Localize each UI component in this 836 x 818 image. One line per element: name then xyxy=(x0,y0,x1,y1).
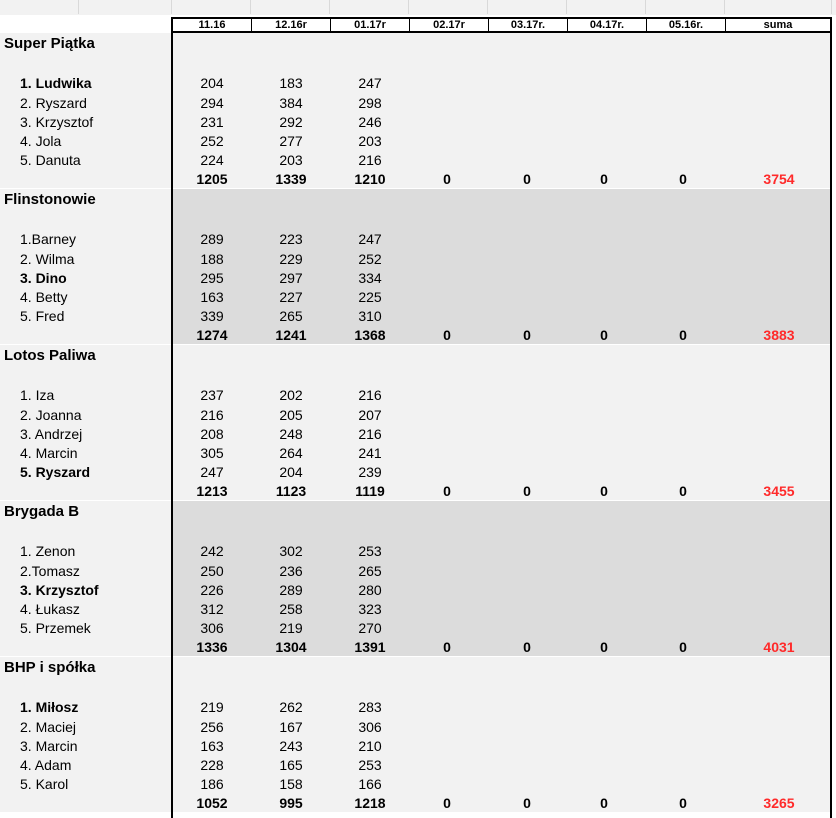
total-cell[interactable]: 0 xyxy=(443,327,451,343)
score-cell[interactable]: 295 xyxy=(200,270,224,286)
total-cell[interactable]: 1210 xyxy=(354,171,386,187)
score-cell[interactable]: 312 xyxy=(200,601,224,617)
sum-cell[interactable]: 4031 xyxy=(763,639,795,655)
score-cell[interactable]: 384 xyxy=(279,95,303,111)
score-cell[interactable]: 228 xyxy=(200,757,224,773)
score-cell[interactable]: 216 xyxy=(358,387,382,403)
total-cell[interactable]: 1205 xyxy=(196,171,228,187)
score-cell[interactable]: 310 xyxy=(358,308,382,324)
empty-cell[interactable] xyxy=(172,0,251,14)
player-name[interactable]: 2. Wilma xyxy=(20,251,75,267)
player-name[interactable]: 5. Fred xyxy=(20,308,65,324)
team-name[interactable]: Flinstonowie xyxy=(4,191,96,208)
score-cell[interactable]: 243 xyxy=(279,738,303,754)
total-cell[interactable]: 1119 xyxy=(355,483,385,499)
total-cell[interactable]: 0 xyxy=(523,171,531,187)
player-name[interactable]: 3. Krzysztof xyxy=(20,582,99,598)
score-cell[interactable]: 277 xyxy=(279,133,303,149)
total-cell[interactable]: 1336 xyxy=(196,639,228,655)
score-cell[interactable]: 163 xyxy=(200,289,224,305)
sum-cell[interactable]: 3265 xyxy=(763,795,795,811)
score-cell[interactable]: 226 xyxy=(200,582,224,598)
team-block xyxy=(0,33,830,188)
total-cell[interactable]: 0 xyxy=(443,171,451,187)
score-cell[interactable]: 219 xyxy=(200,699,224,715)
score-cell[interactable]: 253 xyxy=(358,757,382,773)
column-divider xyxy=(171,33,173,818)
total-cell[interactable]: 0 xyxy=(679,795,687,811)
player-name[interactable]: 5. Ryszard xyxy=(20,464,91,480)
score-cell[interactable]: 323 xyxy=(358,601,382,617)
score-cell[interactable]: 265 xyxy=(279,308,303,324)
player-name[interactable]: 3. Marcin xyxy=(20,738,78,754)
total-cell[interactable]: 1052 xyxy=(196,795,228,811)
team-name[interactable]: BHP i spółka xyxy=(4,659,96,676)
total-cell[interactable]: 0 xyxy=(600,639,608,655)
empty-cell[interactable] xyxy=(79,0,172,14)
score-cell[interactable]: 298 xyxy=(358,95,382,111)
score-cell[interactable]: 334 xyxy=(358,270,382,286)
column-header[interactable]: 03.17r. xyxy=(489,19,568,31)
sum-cell[interactable]: 3883 xyxy=(763,327,795,343)
score-cell[interactable]: 265 xyxy=(358,563,382,579)
player-name[interactable]: 4. Łukasz xyxy=(20,601,80,617)
player-name[interactable]: 4. Jola xyxy=(20,133,62,149)
score-cell[interactable]: 283 xyxy=(358,699,382,715)
total-cell[interactable]: 0 xyxy=(600,171,608,187)
total-cell[interactable]: 1304 xyxy=(275,639,307,655)
player-name[interactable]: 2.Tomasz xyxy=(20,563,80,579)
empty-cell[interactable] xyxy=(646,0,725,14)
score-cell[interactable]: 280 xyxy=(358,582,382,598)
score-cell[interactable]: 258 xyxy=(279,601,303,617)
empty-cell[interactable] xyxy=(0,0,79,14)
score-cell[interactable]: 202 xyxy=(279,387,303,403)
empty-cell[interactable] xyxy=(409,0,488,14)
total-cell[interactable]: 0 xyxy=(600,483,608,499)
player-name[interactable]: 5. Przemek xyxy=(20,620,91,636)
score-cell[interactable]: 250 xyxy=(200,563,224,579)
score-cell[interactable]: 204 xyxy=(279,464,303,480)
score-cell[interactable]: 248 xyxy=(279,426,303,442)
player-name[interactable]: 2. Joanna xyxy=(20,407,82,423)
score-cell[interactable]: 158 xyxy=(279,776,303,792)
score-cell[interactable]: 203 xyxy=(279,152,303,168)
total-cell[interactable]: 0 xyxy=(679,483,687,499)
score-cell[interactable]: 208 xyxy=(200,426,224,442)
score-cell[interactable]: 204 xyxy=(200,75,224,91)
score-cell[interactable]: 242 xyxy=(200,543,224,559)
player-name[interactable]: 4. Marcin xyxy=(20,445,78,461)
column-header[interactable]: 11.16 xyxy=(173,19,252,31)
total-cell[interactable]: 0 xyxy=(679,327,687,343)
team-name[interactable]: Super Piątka xyxy=(4,35,95,52)
score-cell[interactable]: 247 xyxy=(358,75,382,91)
score-cell[interactable]: 229 xyxy=(279,251,303,267)
total-cell[interactable]: 0 xyxy=(679,639,687,655)
total-cell[interactable]: 1274 xyxy=(196,327,228,343)
empty-cell[interactable] xyxy=(488,0,567,14)
total-cell[interactable]: 1241 xyxy=(275,327,307,343)
player-name[interactable]: 4. Adam xyxy=(20,757,72,773)
score-cell[interactable]: 339 xyxy=(200,308,224,324)
score-cell[interactable]: 227 xyxy=(279,289,303,305)
score-cell[interactable]: 253 xyxy=(358,543,382,559)
player-name[interactable]: 3. Dino xyxy=(20,270,67,286)
score-cell[interactable]: 289 xyxy=(279,582,303,598)
column-header[interactable]: 01.17r xyxy=(331,19,410,31)
score-cell[interactable]: 203 xyxy=(358,133,382,149)
player-name[interactable]: 4. Betty xyxy=(20,289,68,305)
score-cell[interactable]: 289 xyxy=(200,231,224,247)
player-name[interactable]: 1. Ludwika xyxy=(20,75,92,91)
column-header[interactable]: 12.16r xyxy=(252,19,331,31)
score-cell[interactable]: 239 xyxy=(358,464,382,480)
player-name[interactable]: 3. Krzysztof xyxy=(20,114,94,130)
column-header[interactable]: 02.17r xyxy=(410,19,489,31)
score-cell[interactable]: 183 xyxy=(279,75,303,91)
score-cell[interactable]: 224 xyxy=(200,152,224,168)
column-header[interactable]: 04.17r. xyxy=(568,19,647,31)
empty-cell[interactable] xyxy=(725,0,832,14)
player-name[interactable]: 1. Iza xyxy=(20,387,55,403)
score-cell[interactable]: 264 xyxy=(279,445,303,461)
score-cell[interactable]: 207 xyxy=(358,407,382,423)
total-cell[interactable]: 1339 xyxy=(275,171,307,187)
column-header-sum[interactable]: suma xyxy=(763,19,793,31)
score-cell[interactable]: 270 xyxy=(358,620,382,636)
player-name[interactable]: 5. Karol xyxy=(20,776,69,792)
player-name[interactable]: 3. Andrzej xyxy=(20,426,83,442)
team-name[interactable]: Lotos Paliwa xyxy=(4,347,96,364)
sum-cell[interactable]: 3754 xyxy=(763,171,795,187)
empty-cell[interactable] xyxy=(251,0,330,14)
total-cell[interactable]: 0 xyxy=(443,639,451,655)
score-cell[interactable]: 306 xyxy=(200,620,224,636)
total-cell[interactable]: 995 xyxy=(279,795,303,811)
score-cell[interactable]: 305 xyxy=(200,445,224,461)
team-name[interactable]: Brygada B xyxy=(4,503,80,520)
team-block xyxy=(0,657,830,812)
team-block xyxy=(0,501,830,656)
column-header-row xyxy=(171,17,832,33)
total-cell[interactable]: 1218 xyxy=(354,795,386,811)
score-cell[interactable]: 306 xyxy=(358,719,382,735)
score-cell[interactable]: 186 xyxy=(200,776,224,792)
total-cell[interactable]: 0 xyxy=(523,483,531,499)
player-name[interactable]: 1. Miłosz xyxy=(20,699,79,715)
score-cell[interactable]: 262 xyxy=(279,699,303,715)
player-name[interactable]: 1. Zenon xyxy=(20,543,76,559)
player-name[interactable]: 2. Maciej xyxy=(20,719,77,735)
player-name[interactable]: 2. Ryszard xyxy=(20,95,87,111)
score-cell[interactable]: 167 xyxy=(279,719,303,735)
right-border xyxy=(830,17,832,818)
team-block xyxy=(0,189,830,344)
sum-cell[interactable]: 3455 xyxy=(763,483,795,499)
score-cell[interactable]: 252 xyxy=(200,133,224,149)
score-cell[interactable]: 216 xyxy=(358,152,382,168)
total-cell[interactable]: 0 xyxy=(523,639,531,655)
score-cell[interactable]: 231 xyxy=(200,114,224,130)
score-cell[interactable]: 247 xyxy=(358,231,382,247)
score-cell[interactable]: 294 xyxy=(200,95,224,111)
score-cell[interactable]: 297 xyxy=(279,270,303,286)
score-cell[interactable]: 210 xyxy=(358,738,382,754)
player-name[interactable]: 1.Barney xyxy=(20,231,77,247)
score-cell[interactable]: 205 xyxy=(279,407,303,423)
empty-cell[interactable] xyxy=(567,0,646,14)
total-cell[interactable]: 1213 xyxy=(196,483,228,499)
score-cell[interactable]: 225 xyxy=(358,289,382,305)
total-cell[interactable]: 1123 xyxy=(275,483,307,499)
score-cell[interactable]: 236 xyxy=(279,563,303,579)
score-cell[interactable]: 292 xyxy=(279,114,303,130)
score-cell[interactable]: 247 xyxy=(200,464,224,480)
score-cell[interactable]: 246 xyxy=(358,114,382,130)
score-cell[interactable]: 237 xyxy=(200,387,224,403)
score-cell[interactable]: 302 xyxy=(279,543,303,559)
score-cell[interactable]: 219 xyxy=(279,620,303,636)
total-cell[interactable]: 0 xyxy=(523,327,531,343)
empty-cell[interactable] xyxy=(330,0,409,14)
total-cell[interactable]: 1391 xyxy=(354,639,386,655)
total-cell[interactable]: 0 xyxy=(443,795,451,811)
spreadsheet-top-row xyxy=(0,0,836,15)
score-cell[interactable]: 216 xyxy=(200,407,224,423)
score-cell[interactable]: 256 xyxy=(200,719,224,735)
score-cell[interactable]: 223 xyxy=(279,231,303,247)
total-cell[interactable]: 1368 xyxy=(354,327,386,343)
total-cell[interactable]: 0 xyxy=(600,327,608,343)
score-cell[interactable]: 241 xyxy=(358,445,382,461)
total-cell[interactable]: 0 xyxy=(523,795,531,811)
player-name[interactable]: 5. Danuta xyxy=(20,152,81,168)
total-cell[interactable]: 0 xyxy=(443,483,451,499)
score-cell[interactable]: 216 xyxy=(358,426,382,442)
score-cell[interactable]: 165 xyxy=(279,757,303,773)
score-cell[interactable]: 252 xyxy=(358,251,382,267)
column-header[interactable]: 05.16r. xyxy=(647,19,726,31)
score-cell[interactable]: 166 xyxy=(358,776,382,792)
score-cell[interactable]: 163 xyxy=(200,738,224,754)
score-cell[interactable]: 188 xyxy=(200,251,224,267)
total-cell[interactable]: 0 xyxy=(679,171,687,187)
total-cell[interactable]: 0 xyxy=(600,795,608,811)
team-block xyxy=(0,345,830,500)
